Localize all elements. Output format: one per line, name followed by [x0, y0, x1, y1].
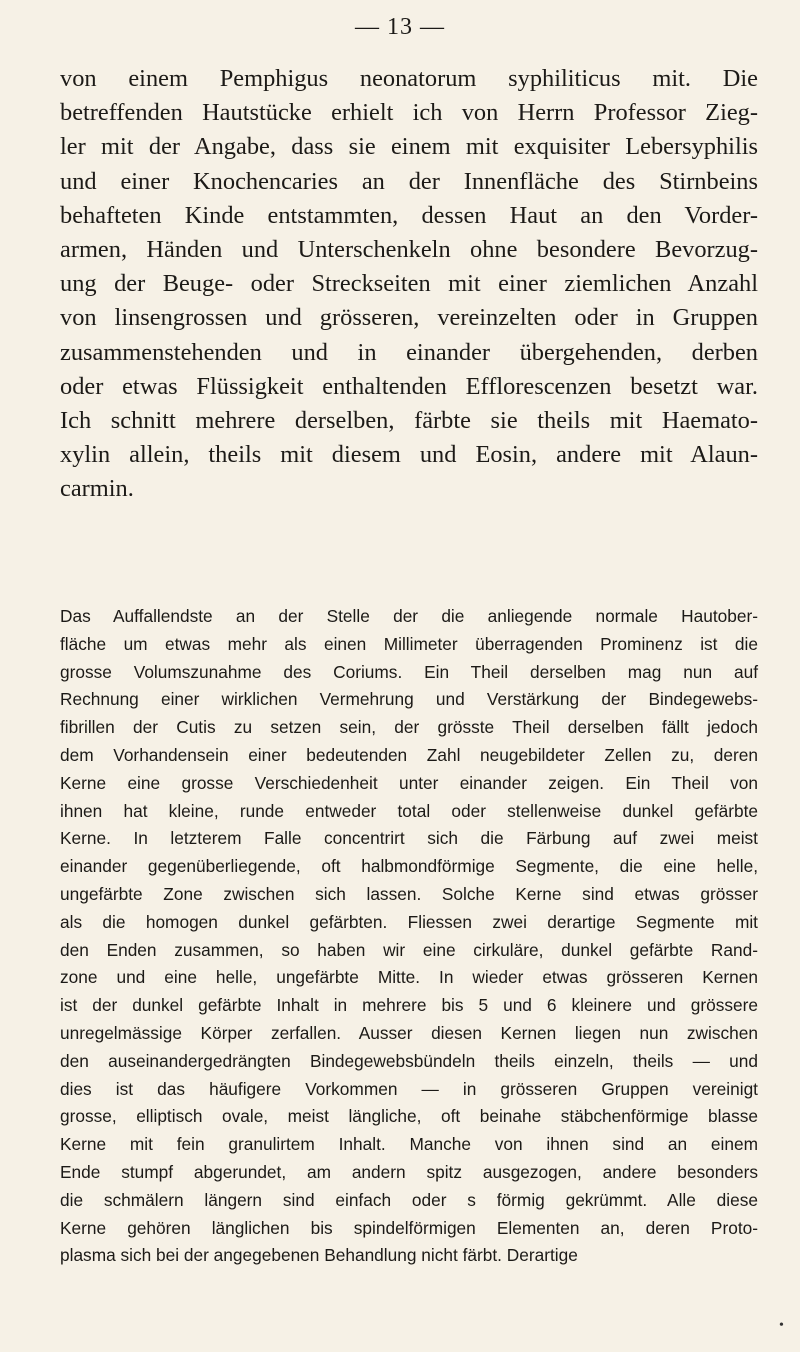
- main-paragraph: [60, 62, 758, 507]
- small-text-line: die schmälern längern sind einfach oder s förmig gekrümmt. Alle diese: [60, 1189, 758, 1210]
- small-text-line: Kerne eine grosse Verschiedenheit unter einander zeigen. Ein Theil von: [60, 772, 758, 793]
- small-text-line: plasma sich bei der angegebenen Behandlung nicht färbt. Derartige: [60, 1245, 578, 1266]
- small-text-line: grosse Volumszunahme des Coriums. Ein Theil derselben mag nun auf: [60, 661, 758, 682]
- main-text-line: zusammenstehenden und in einander übergehenden, derben: [60, 338, 758, 366]
- main-text-line: von linsengrossen und grösseren, vereinzelten oder in Gruppen: [60, 304, 758, 332]
- small-text-line: ungefärbte Zone zwischen sich lassen. Solche Kerne sind etwas grösser: [60, 883, 758, 904]
- small-text-line: ihnen hat kleine, runde entweder total oder stellenweise dunkel gefärbte: [60, 800, 758, 821]
- main-text-line: ung der Beuge- oder Streckseiten mit einer ziemlichen Anzahl: [60, 270, 758, 298]
- small-text-line: den auseinandergedrängten Bindegewebsbündeln theils einzeln, theils — und: [60, 1050, 758, 1071]
- small-text-line: Ende stumpf abgerundet, am andern spitz ausgezogen, andere besonders: [60, 1161, 758, 1182]
- main-text-line: behafteten Kinde entstammten, dessen Haut an den Vorder-: [60, 201, 758, 229]
- small-text-line: zone und eine helle, ungefärbte Mitte. In wieder etwas grösseren Kernen: [60, 967, 758, 988]
- small-text-line: unregelmässige Körper zerfallen. Ausser diesen Kernen liegen nun zwischen: [60, 1022, 758, 1043]
- small-text-line: ist der dunkel gefärbte Inhalt in mehrere bis 5 und 6 kleinere und grössere: [60, 995, 758, 1016]
- small-text-line: fläche um etwas mehr als einen Millimeter überragenden Prominenz ist die: [60, 633, 758, 654]
- page-number: — 13 —: [355, 14, 445, 40]
- small-text-line: grosse, elliptisch ovale, meist längliche, oft beinahe stäbchenförmige blasse: [60, 1106, 758, 1127]
- small-text-line: Rechnung einer wirklichen Vermehrung und Verstärkung der Bindegewebs-: [60, 689, 758, 710]
- small-text-line: Kerne. In letzterem Falle concentrirt sich die Färbung auf zwei meist: [60, 828, 758, 849]
- small-text-line: fibrillen der Cutis zu setzen sein, der grösste Theil derselben fällt jedoch: [60, 717, 758, 738]
- small-text-line: dies ist das häufigere Vorkommen — in grösseren Gruppen vereinigt: [60, 1078, 758, 1099]
- main-text-line: von einem Pemphigus neonatorum syphiliticus mit. Die: [60, 65, 758, 92]
- small-text-line: Das Auffallendste an der Stelle der die anliegende normale Hautober-: [60, 606, 758, 626]
- main-text-line: xylin allein, theils mit diesem und Eosin, andere mit Alaun-: [60, 441, 758, 469]
- main-text-line: ler mit der Angabe, dass sie einem mit exquisiter Lebersyphilis: [60, 133, 758, 161]
- small-text-line: als die homogen dunkel gefärbten. Fliessen zwei derartige Segmente mit: [60, 911, 758, 932]
- small-text-line: den Enden zusammen, so haben wir eine cirkuläre, dunkel gefärbte Rand-: [60, 939, 758, 960]
- main-text-line: Ich schnitt mehrere derselben, färbte sie theils mit Haemato-: [60, 407, 758, 435]
- small-text-line: Kerne mit fein granulirtem Inhalt. Manche von ihnen sind an einem: [60, 1134, 758, 1155]
- small-text-line: dem Vorhandensein einer bedeutenden Zahl neugebildeter Zellen zu, deren: [60, 744, 758, 765]
- main-text-line: carmin.: [60, 475, 134, 503]
- main-text-line: oder etwas Flüssigkeit enthaltenden Efflorescenzen besetzt war.: [60, 372, 758, 400]
- main-text-line: armen, Händen und Unterschenkeln ohne besondere Bevorzug-: [60, 236, 758, 264]
- small-print-paragraph: [60, 603, 758, 1270]
- main-text-line: und einer Knochencaries an der Innenfläche des Stirnbeins: [60, 167, 758, 195]
- small-text-line: einander gegenüberliegende, oft halbmondförmige Segmente, die eine helle,: [60, 856, 758, 877]
- small-text-line: Kerne gehören länglichen bis spindelförmigen Elementen an, deren Proto-: [60, 1217, 758, 1238]
- main-text-line: betreffenden Hautstücke erhielt ich von Herrn Professor Zieg-: [60, 99, 758, 127]
- margin-mark: •: [779, 1318, 784, 1333]
